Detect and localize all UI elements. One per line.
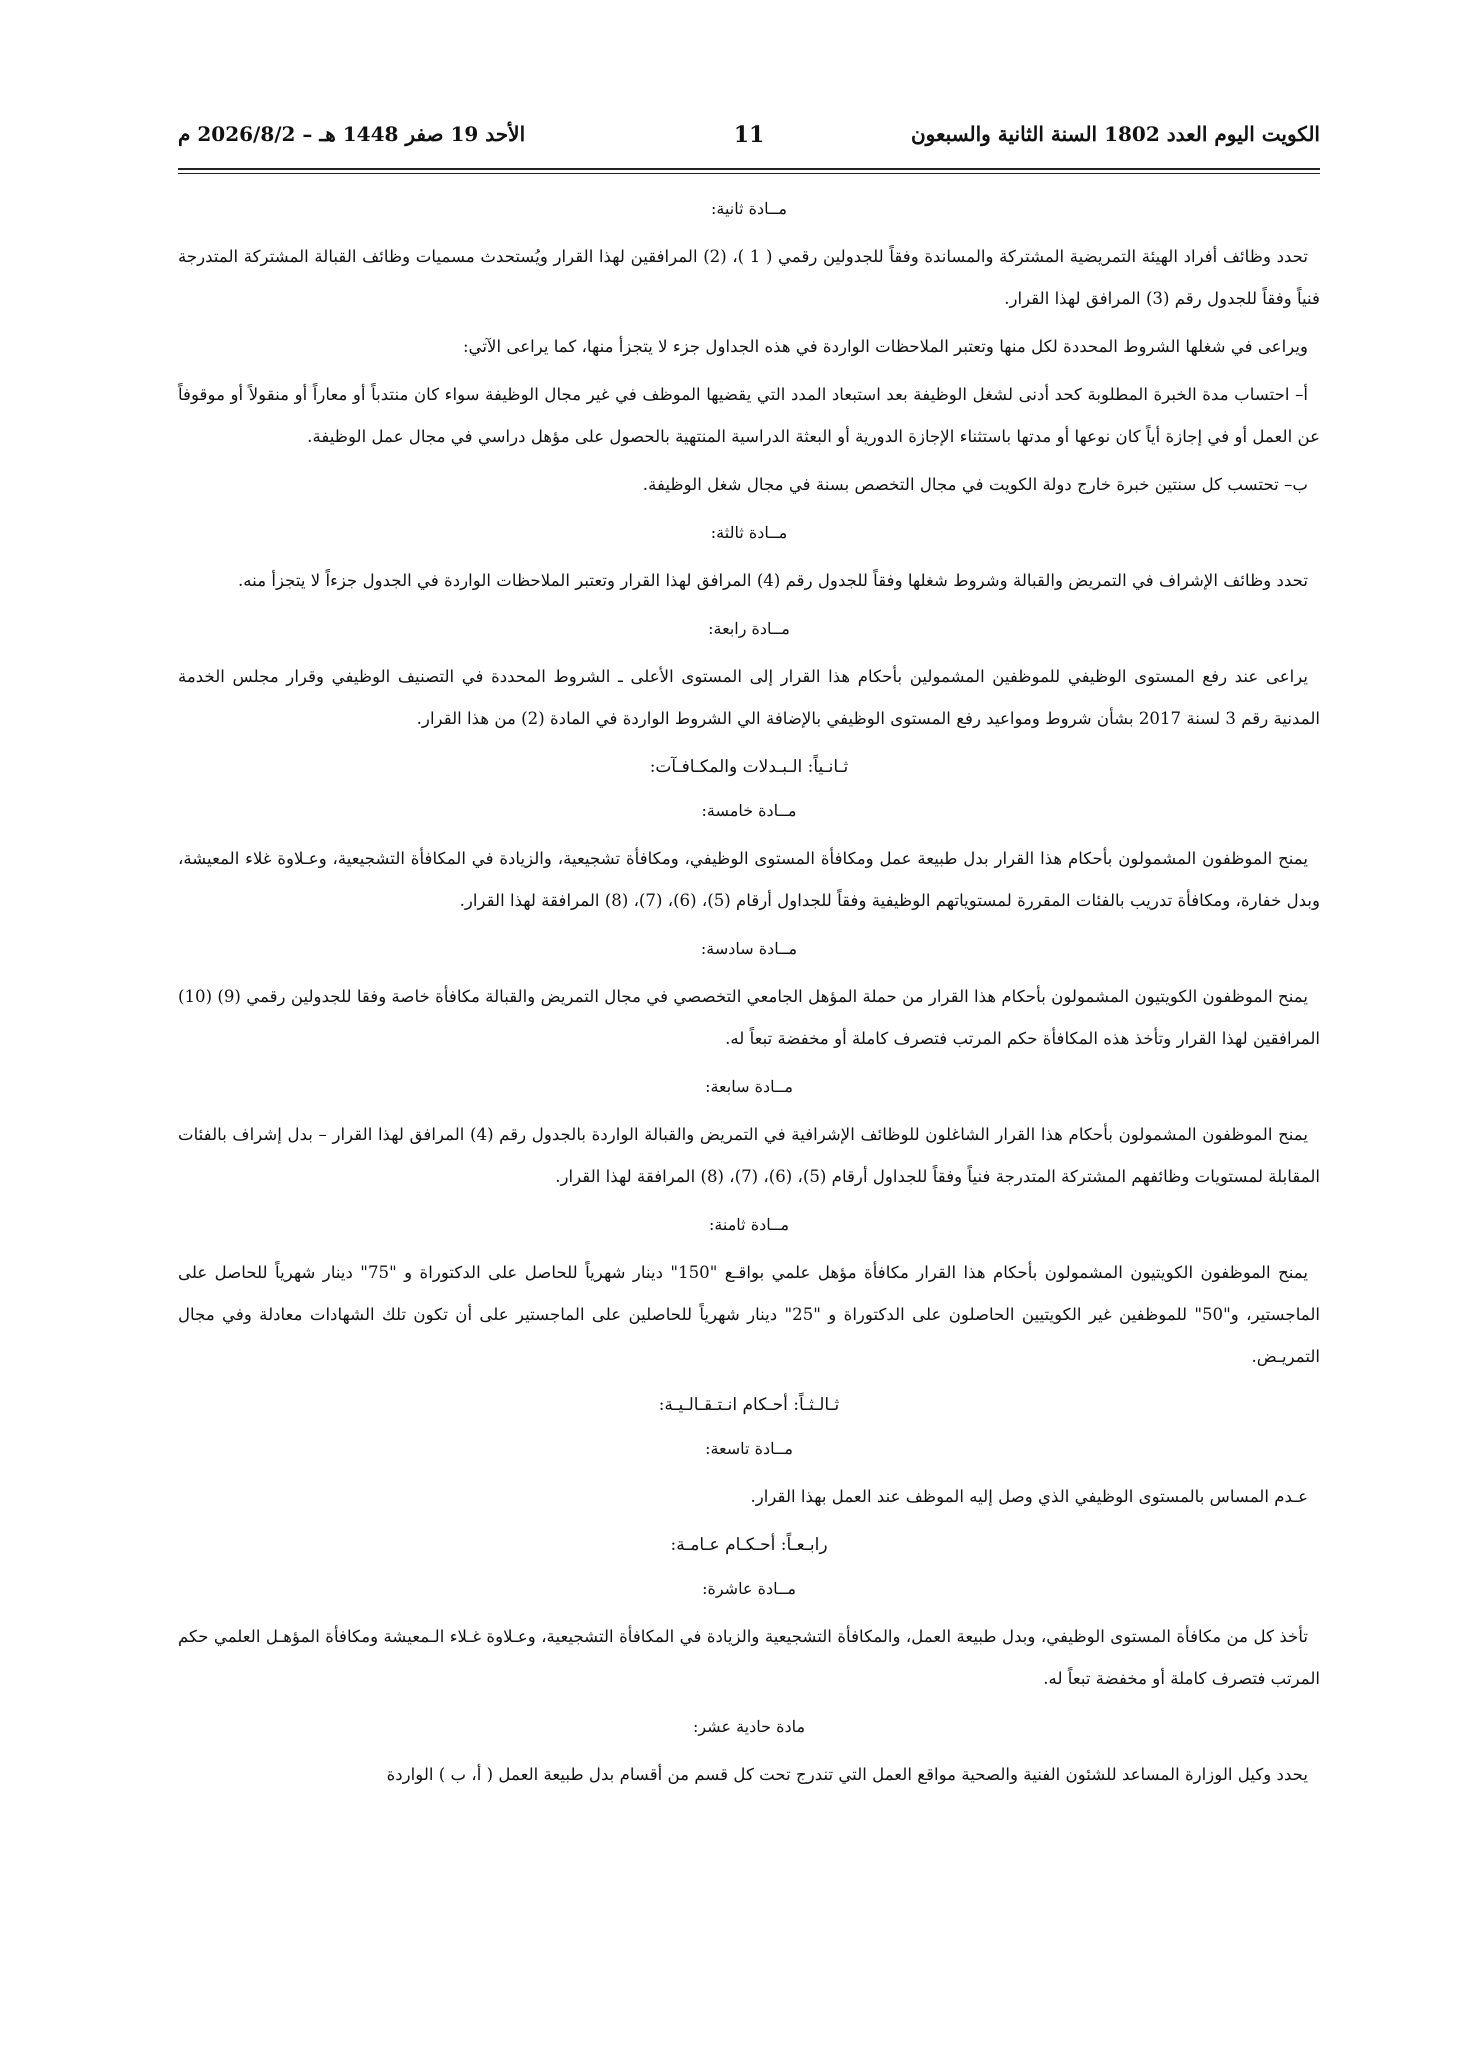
page-number: 11	[733, 122, 765, 148]
document-body	[178, 188, 1320, 1796]
header-date: الأحد 19 صفر 1448 هـ – 2026/8/2 م	[178, 122, 526, 146]
section-heading: ثـانـياً: الـبـدلات والمكـافـآت:	[649, 757, 849, 777]
header-rule-thick	[178, 168, 1320, 170]
paragraph: يمنح الموظفون الكويتيون المشمولون بأحكام هذا القرار مكافأة مؤهل علمي بواقـع "150" دينار شهرياً للحاصل على الدكتوراة و "75" دينار شهرياً للحاصل على الماجستير، و"50" للموظفين غير الكويتيين الحاصلون على الدكتوراة و "25" دينار شهرياً للحاصلين على الماجستير على أن تكون تلك الشهادات معادلة وفي مجال التمريـض.	[178, 1263, 1321, 1366]
paragraph: تحدد وظائف أفراد الهيئة التمريضية المشتركة والمساندة وفقاً للجدولين رقمي ( 1 )، (2) المرافقين لهذا القرار ويُستحدث مسميات وظائف القبالة المشتركة المتدرجة فنياً وفقاً للجدول رقم (3) المرافق لهذا القرار.	[178, 247, 1320, 308]
article-heading: مــادة رابعة:	[708, 619, 790, 638]
gazette-page	[178, 118, 1320, 1802]
paragraph: عـدم المساس بالمستوى الوظيفي الذي وصل إليه الموظف عند العمل بهذا القرار.	[750, 1487, 1308, 1506]
paragraph: يراعى عند رفع المستوى الوظيفي للموظفين المشمولين بأحكام هذا القرار إلى المستوى الأعلى ـ الشروط المحددة في التصنيف الوظيفي وقرار مجلس الخدمة المدنية رقم 3 لسنة 2017 بشأن شروط ومواعيد رفع المستوى الوظيفي بالإضافة الي الشروط الواردة في المادة (2) من هذا القرار.	[178, 667, 1320, 728]
paragraph: ويراعى في شغلها الشروط المحددة لكل منها وتعتبر الملاحظات الواردة في هذه الجداول جزء لا يتجزأ منها، كما يراعى الآتي:	[462, 337, 1308, 356]
paragraph: ب– تحتسب كل سنتين خبرة خارج دولة الكويت في مجال التخصص بسنة في مجال شغل الوظيفة.	[642, 475, 1308, 494]
paragraph: يمنح الموظفون المشمولون بأحكام هذا القرار بدل طبيعة عمل ومكافأة المستوى الوظيفي، ومكافأة تشجيعية، والزيادة في المكافأة التشجيعية، وعـلاوة غلاء المعيشة، وبدل خفارة، ومكافأة تدريب بالفئات المقررة لمستوياتهم الوظيفية وفقاً للجداول أرقام (5)، (6)، (7)، (8) المرافقة لهذا القرار.	[178, 849, 1320, 910]
paragraph: أ– احتساب مدة الخبرة المطلوبة كحد أدنى لشغل الوظيفة بعد استبعاد المدد التي يقضيها الموظف في غير مجال الوظيفة سواء كان منتدباً أو معاراً أو منقولاً أو موقوفاً عن العمل أو في إجازة أياً كان نوعها أو مدتها باستثناء الإجازة الدورية أو البعثة الدراسية المنتهية بالحصول على مؤهل دراسي في مجال عمل الوظيفة.	[178, 385, 1320, 446]
paragraph: يمنح الموظفون الكويتيون المشمولون بأحكام هذا القرار من حملة المؤهل الجامعي التخصصي في مجال التمريض والقبالة مكافأة خاصة وفقا للجدولين رقمي (9) (10) المرافقين لهذا القرار وتأخذ هذه المكافأة حكم المرتب فتصرف كاملة أو مخفضة تبعاً له.	[178, 987, 1320, 1048]
paragraph: تأخذ كل من مكافأة المستوى الوظيفي، وبدل طبيعة العمل، والمكافأة التشجيعية والزيادة في المكافأة التشجيعية، وعـلاوة غـلاء الـمعيشة ومكافأة المؤهـل العلمي حكم المرتب فتصرف كاملة أو مخفضة تبعاً له.	[178, 1627, 1320, 1688]
article-heading: مــادة سابعة:	[705, 1077, 793, 1096]
header-issue-info: الكويت اليوم العدد 1802 السنة الثانية والسبعون	[910, 122, 1320, 146]
paragraph: تحدد وظائف الإشراف في التمريض والقبالة وشروط شغلها وفقاً للجدول رقم (4) المرافق لهذا القرار وتعتبر الملاحظات الواردة في الجدول جزءاً لا يتجزأ منه.	[238, 571, 1308, 590]
article-heading: مادة حادية عشر:	[692, 1717, 806, 1736]
article-heading: مــادة تاسعة:	[705, 1439, 793, 1458]
article-heading: مــادة ثالثة:	[710, 523, 788, 542]
header-rule-thin	[178, 173, 1320, 174]
article-heading: مــادة عاشرة:	[702, 1579, 796, 1598]
article-heading: مــادة ثامنة:	[708, 1215, 790, 1234]
article-heading: مــادة ثانية:	[711, 199, 787, 218]
paragraph: يمنح الموظفون المشمولون بأحكام هذا القرار الشاغلون للوظائف الإشرافية في التمريض والقبالة الواردة بالجدول رقم (4) المرافق لهذا القرار – بدل إشراف بالفئات المقابلة لمستويات وظائفهم المشتركة المتدرجة فنياً وفقاً للجداول أرقام (5)، (6)، (7)، (8) المرافقة لهذا القرار.	[178, 1125, 1320, 1186]
page-header	[178, 118, 1320, 160]
paragraph: يحدد وكيل الوزارة المساعد للشئون الفنية والصحية مواقع العمل التي تندرج تحت كل قسم من أقسام بدل طبيعة العمل ( أ، ب ) الواردة	[386, 1765, 1308, 1784]
section-heading: ثـالـثـاً: أحـكام انـتـقـالـيـة:	[658, 1395, 840, 1415]
section-heading: رابـعـاً: أحـكـام عـامـة:	[670, 1535, 828, 1555]
article-heading: مــادة خامسة:	[701, 801, 797, 820]
article-heading: مــادة سادسة:	[700, 939, 798, 958]
